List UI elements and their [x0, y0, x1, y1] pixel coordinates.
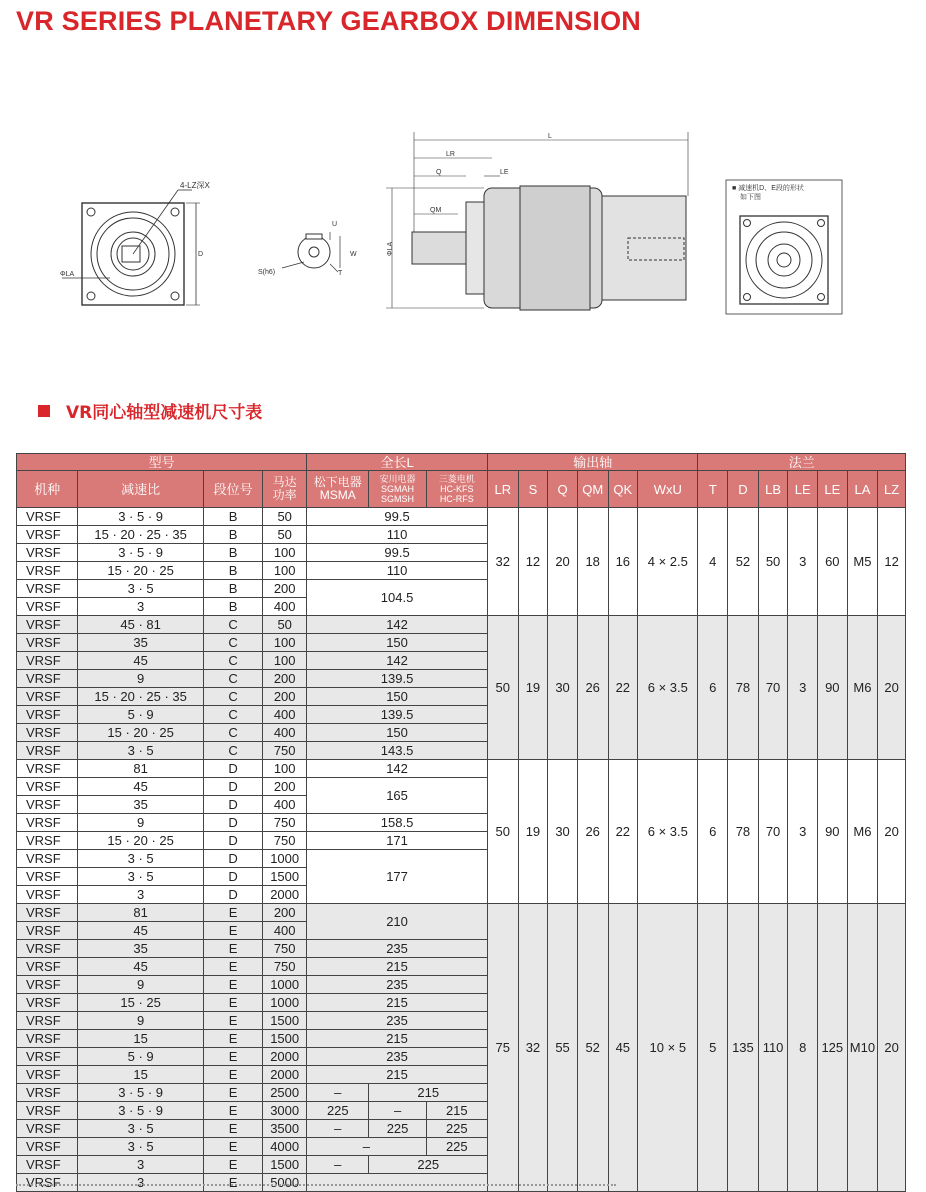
cell-lz: 20 [878, 616, 906, 760]
cell-stage: B [203, 526, 262, 544]
cell-ratio: 35 [78, 796, 204, 814]
cell-t: 5 [698, 904, 728, 1192]
cell-length: 158.5 [307, 814, 488, 832]
cell-stage: C [203, 706, 262, 724]
cell-lr: 75 [487, 904, 518, 1192]
cell-machine: VRSF [17, 814, 78, 832]
cell-ratio: 15 [78, 1066, 204, 1084]
cell-le2: 90 [818, 616, 848, 760]
cell-ratio: 3 · 5 [78, 742, 204, 760]
cell-stage: E [203, 1102, 262, 1120]
cell-length: 225 [426, 1120, 487, 1138]
cell-length: 110 [307, 562, 488, 580]
cell-power: 1000 [263, 994, 307, 1012]
cell-le1: 3 [788, 760, 818, 904]
col-header-ratio: 减速比 [78, 471, 204, 508]
cell-length: 225 [369, 1156, 488, 1174]
cell-length: – [307, 1120, 369, 1138]
cell-lr: 50 [487, 616, 518, 760]
dimension-table-body [17, 508, 906, 1192]
cell-ratio: 81 [78, 760, 204, 778]
cell-ratio: 15 · 20 · 25 [78, 562, 204, 580]
cell-ratio: 3 · 5 · 9 [78, 1084, 204, 1102]
cell-machine: VRSF [17, 1012, 78, 1030]
cell-stage: D [203, 832, 262, 850]
cell-power: 200 [263, 688, 307, 706]
cropped-footnote [16, 1181, 616, 1188]
cell-machine: VRSF [17, 526, 78, 544]
cell-ratio: 3 · 5 · 9 [78, 1102, 204, 1120]
cell-machine: VRSF [17, 1102, 78, 1120]
cell-stage: B [203, 544, 262, 562]
cell-ratio: 3 [78, 1174, 204, 1192]
col-header-wxu: WxU [638, 471, 698, 508]
cell-machine: VRSF [17, 724, 78, 742]
cell-length: 150 [307, 688, 488, 706]
cell-qm: 26 [577, 760, 608, 904]
cell-length: 225 [307, 1102, 369, 1120]
side-la-label: ΦLA [387, 241, 394, 256]
cell-machine: VRSF [17, 868, 78, 886]
cell-power: 50 [263, 616, 307, 634]
cell-stage: E [203, 1084, 262, 1102]
col-header-d: D [728, 471, 759, 508]
cell-stage: E [203, 1156, 262, 1174]
cell-power: 400 [263, 724, 307, 742]
cell-d: 135 [728, 904, 759, 1192]
cell-stage: E [203, 940, 262, 958]
cell-t: 4 [698, 508, 728, 616]
cell-stage: E [203, 1138, 262, 1156]
cell-power: 200 [263, 580, 307, 598]
cell-length: 225 [369, 1120, 426, 1138]
cell-stage: D [203, 796, 262, 814]
cell-ratio: 3 · 5 [78, 850, 204, 868]
dimension-table [16, 453, 906, 1192]
cell-length: 235 [307, 940, 488, 958]
cell-power: 750 [263, 814, 307, 832]
cell-machine: VRSF [17, 1120, 78, 1138]
cell-length: 165 [307, 778, 488, 814]
cell-ratio: 9 [78, 976, 204, 994]
cell-stage: E [203, 994, 262, 1012]
cell-length: 225 [426, 1138, 487, 1156]
cell-wxu: 10 × 5 [638, 904, 698, 1192]
cell-power: 100 [263, 652, 307, 670]
cell-d: 78 [728, 616, 759, 760]
front-d-label: D [198, 251, 204, 258]
cell-power: 400 [263, 922, 307, 940]
cell-length: 215 [426, 1102, 487, 1120]
cell-ratio: 45 [78, 922, 204, 940]
cell-qm: 52 [577, 904, 608, 1192]
cell-machine: VRSF [17, 1156, 78, 1174]
cell-qm: 26 [577, 616, 608, 760]
cell-ratio: 45 · 81 [78, 616, 204, 634]
cell-power: 100 [263, 544, 307, 562]
cell-machine: VRSF [17, 1084, 78, 1102]
col-header-le1: LE [788, 471, 818, 508]
side-qm-label: QM [430, 207, 442, 214]
col-header-qk: QK [608, 471, 638, 508]
cell-power: 100 [263, 634, 307, 652]
cell-qk: 22 [608, 760, 638, 904]
col-header-panasonic: 松下电器 MSMA [307, 471, 369, 508]
cell-lr: 32 [487, 508, 518, 616]
cell-la: M5 [847, 508, 878, 616]
cell-machine: VRSF [17, 562, 78, 580]
cell-stage: B [203, 580, 262, 598]
cell-length: 139.5 [307, 670, 488, 688]
cell-stage: E [203, 1048, 262, 1066]
col-header-yaskawa: 安川电器 SGMAH SGMSH [369, 471, 426, 508]
cell-length: 142 [307, 616, 488, 634]
cell-machine: VRSF [17, 598, 78, 616]
cell-length: – [307, 1084, 369, 1102]
cell-power: 5000 [263, 1174, 307, 1192]
cell-power: 100 [263, 760, 307, 778]
cell-ratio: 15 · 20 · 25 [78, 724, 204, 742]
col-header-lb: LB [758, 471, 788, 508]
cell-stage: C [203, 724, 262, 742]
cell-stage: C [203, 616, 262, 634]
cell-length: 215 [369, 1084, 488, 1102]
col-header-la: LA [847, 471, 878, 508]
cell-stage: E [203, 1012, 262, 1030]
section-bullet-icon [38, 405, 50, 417]
cell-machine: VRSF [17, 616, 78, 634]
cell-stage: D [203, 778, 262, 796]
cell-power: 750 [263, 958, 307, 976]
cell-s: 32 [518, 904, 548, 1192]
cell-machine: VRSF [17, 544, 78, 562]
cell-ratio: 5 · 9 [78, 706, 204, 724]
shaft-t-label: T [338, 270, 343, 277]
cell-machine: VRSF [17, 922, 78, 940]
shaft-s-label: S(h6) [258, 269, 276, 276]
group-header-length: 全长L [307, 454, 488, 471]
cell-ratio: 9 [78, 670, 204, 688]
cell-ratio: 3 [78, 598, 204, 616]
cell-ratio: 5 · 9 [78, 1048, 204, 1066]
cell-power: 3500 [263, 1120, 307, 1138]
side-q-label: Q [436, 169, 442, 176]
cell-wxu: 6 × 3.5 [638, 616, 698, 760]
cell-machine: VRSF [17, 1138, 78, 1156]
shaft-section-drawing [282, 232, 340, 272]
cell-ratio: 45 [78, 778, 204, 796]
front-holes-label: 4-LZ深X [180, 181, 210, 190]
cell-machine: VRSF [17, 832, 78, 850]
cell-machine: VRSF [17, 778, 78, 796]
cell-stage: C [203, 652, 262, 670]
cell-ratio: 15 [78, 1030, 204, 1048]
cell-machine: VRSF [17, 1066, 78, 1084]
cell-machine: VRSF [17, 688, 78, 706]
cell-length: 142 [307, 760, 488, 778]
cell-stage: D [203, 850, 262, 868]
cell-lb: 50 [758, 508, 788, 616]
cell-power: 1500 [263, 1156, 307, 1174]
table-row [17, 508, 906, 526]
cell-machine: VRSF [17, 760, 78, 778]
table-row [17, 616, 906, 634]
side-l-label: L [548, 133, 552, 140]
cell-length: 150 [307, 634, 488, 652]
col-header-mitsubishi: 三菱电机 HC-KFS HC-RFS [426, 471, 487, 508]
cell-machine: VRSF [17, 994, 78, 1012]
cell-ratio: 81 [78, 904, 204, 922]
cell-length: 215 [307, 1066, 488, 1084]
cell-s: 12 [518, 508, 548, 616]
cell-q: 55 [548, 904, 578, 1192]
cell-stage: E [203, 1120, 262, 1138]
cell-ratio: 3 [78, 886, 204, 904]
cell-le1: 3 [788, 508, 818, 616]
cell-la: M10 [847, 904, 878, 1192]
cell-la: M6 [847, 616, 878, 760]
cell-stage: E [203, 1066, 262, 1084]
cell-length: 215 [307, 1030, 488, 1048]
cell-lz: 20 [878, 904, 906, 1192]
cell-ratio: 3 [78, 1156, 204, 1174]
cell-ratio: 35 [78, 634, 204, 652]
cell-ratio: 3 · 5 [78, 1120, 204, 1138]
cell-power: 750 [263, 940, 307, 958]
group-header-output: 输出轴 [487, 454, 698, 471]
col-header-power: 马达 功率 [263, 471, 307, 508]
cell-q: 30 [548, 616, 578, 760]
col-header-lz: LZ [878, 471, 906, 508]
cell-machine: VRSF [17, 940, 78, 958]
cell-lb: 70 [758, 760, 788, 904]
cell-lr: 50 [487, 760, 518, 904]
cell-machine: VRSF [17, 1174, 78, 1192]
cell-length: – [307, 1138, 427, 1156]
cell-machine: VRSF [17, 706, 78, 724]
cell-stage: E [203, 1030, 262, 1048]
cell-length: 210 [307, 904, 488, 940]
group-header-flange: 法兰 [698, 454, 906, 471]
cell-length: 171 [307, 832, 488, 850]
cell-wxu: 6 × 3.5 [638, 760, 698, 904]
group-header-model: 型号 [17, 454, 307, 471]
gearbox-dimension-drawings [0, 120, 926, 340]
cell-stage: C [203, 742, 262, 760]
front-view-drawing [62, 190, 200, 305]
cell-ratio: 15 · 25 [78, 994, 204, 1012]
cell-length: 215 [307, 958, 488, 976]
cell-qm: 18 [577, 508, 608, 616]
cell-length: – [307, 1156, 369, 1174]
cell-machine: VRSF [17, 652, 78, 670]
col-header-q: Q [548, 471, 578, 508]
cell-machine: VRSF [17, 1048, 78, 1066]
cell-lz: 20 [878, 760, 906, 904]
side-view-drawing [386, 132, 688, 310]
cell-machine: VRSF [17, 1030, 78, 1048]
cell-s: 19 [518, 616, 548, 760]
col-header-lr: LR [487, 471, 518, 508]
cell-power: 100 [263, 562, 307, 580]
page-title: VR SERIES PLANETARY GEARBOX DIMENSION [16, 6, 641, 36]
cell-lb: 70 [758, 616, 788, 760]
cell-ratio: 3 · 5 [78, 1138, 204, 1156]
cell-length: 143.5 [307, 742, 488, 760]
cell-length: 142 [307, 652, 488, 670]
cell-ratio: 3 · 5 [78, 580, 204, 598]
cell-power: 1500 [263, 1012, 307, 1030]
cell-power: 200 [263, 778, 307, 796]
table-row [17, 760, 906, 778]
section-heading [38, 398, 262, 423]
cell-length: 235 [307, 976, 488, 994]
cell-length: 177 [307, 850, 488, 904]
cell-length: 235 [307, 1048, 488, 1066]
cell-machine: VRSF [17, 850, 78, 868]
cell-power: 1500 [263, 1030, 307, 1048]
cell-stage: C [203, 688, 262, 706]
inset-note-line2: 如下图 [740, 194, 761, 201]
cell-qk: 22 [608, 616, 638, 760]
cell-power: 2000 [263, 1048, 307, 1066]
cell-power: 1000 [263, 976, 307, 994]
cell-q: 30 [548, 760, 578, 904]
cell-t: 6 [698, 760, 728, 904]
cell-power: 3000 [263, 1102, 307, 1120]
cell-power: 400 [263, 796, 307, 814]
cell-le1: 8 [788, 904, 818, 1192]
cell-length: 110 [307, 526, 488, 544]
cell-ratio: 3 · 5 · 9 [78, 544, 204, 562]
cell-stage: C [203, 670, 262, 688]
cell-le2: 90 [818, 760, 848, 904]
side-lr-label: LR [446, 151, 455, 158]
cell-stage: E [203, 922, 262, 940]
cell-machine: VRSF [17, 508, 78, 526]
cell-ratio: 45 [78, 958, 204, 976]
cell-stage: D [203, 760, 262, 778]
cell-stage: D [203, 814, 262, 832]
cell-stage: D [203, 886, 262, 904]
cell-length: 139.5 [307, 706, 488, 724]
cell-length: – [369, 1102, 426, 1120]
cell-lz: 12 [878, 508, 906, 616]
table-row [17, 904, 906, 922]
cell-machine: VRSF [17, 904, 78, 922]
cell-ratio: 15 · 20 · 25 · 35 [78, 688, 204, 706]
cell-machine: VRSF [17, 670, 78, 688]
cell-stage: E [203, 976, 262, 994]
cell-d: 52 [728, 508, 759, 616]
cell-stage: B [203, 508, 262, 526]
cell-power: 750 [263, 832, 307, 850]
cell-power: 50 [263, 508, 307, 526]
side-le-label: LE [500, 169, 509, 176]
cell-machine: VRSF [17, 976, 78, 994]
col-header-s: S [518, 471, 548, 508]
cell-power: 200 [263, 904, 307, 922]
cell-length: 235 [307, 1012, 488, 1030]
cell-stage: C [203, 634, 262, 652]
cell-le1: 3 [788, 616, 818, 760]
cell-machine: VRSF [17, 742, 78, 760]
cell-ratio: 35 [78, 940, 204, 958]
cell-power: 200 [263, 670, 307, 688]
cell-s: 19 [518, 760, 548, 904]
cell-la: M6 [847, 760, 878, 904]
cell-ratio: 15 · 20 · 25 [78, 832, 204, 850]
cell-d: 78 [728, 760, 759, 904]
col-header-le2: LE [818, 471, 848, 508]
col-header-machine: 机种 [17, 471, 78, 508]
cell-machine: VRSF [17, 796, 78, 814]
col-header-qm: QM [577, 471, 608, 508]
cell-power: 750 [263, 742, 307, 760]
cell-lb: 110 [758, 904, 788, 1192]
cell-qk: 16 [608, 508, 638, 616]
cell-stage: E [203, 1174, 262, 1192]
cell-power: 400 [263, 706, 307, 724]
cell-stage: E [203, 904, 262, 922]
cell-stage: B [203, 598, 262, 616]
cell-le2: 60 [818, 508, 848, 616]
cell-stage: E [203, 958, 262, 976]
cell-length: 104.5 [307, 580, 488, 616]
cell-wxu: 4 × 2.5 [638, 508, 698, 616]
cell-ratio: 15 · 20 · 25 · 35 [78, 526, 204, 544]
cell-power: 2000 [263, 886, 307, 904]
cell-power: 4000 [263, 1138, 307, 1156]
cell-stage: B [203, 562, 262, 580]
cell-ratio: 9 [78, 814, 204, 832]
cell-power: 50 [263, 526, 307, 544]
cell-stage: D [203, 868, 262, 886]
front-la-label: ΦLA [60, 271, 75, 278]
cell-ratio: 3 · 5 [78, 868, 204, 886]
cell-machine: VRSF [17, 886, 78, 904]
cell-power: 2500 [263, 1084, 307, 1102]
cell-length: 99.5 [307, 544, 488, 562]
cell-t: 6 [698, 616, 728, 760]
col-header-t: T [698, 471, 728, 508]
cell-length: 150 [307, 724, 488, 742]
cell-power: 1000 [263, 850, 307, 868]
cell-le2: 125 [818, 904, 848, 1192]
cell-q: 20 [548, 508, 578, 616]
cell-power: 1500 [263, 868, 307, 886]
cell-power: 2000 [263, 1066, 307, 1084]
shaft-u-label: U [332, 221, 338, 228]
inset-note-line1: ■ 减速机D、E段的形状 [732, 185, 804, 192]
cell-ratio: 9 [78, 1012, 204, 1030]
cell-machine: VRSF [17, 958, 78, 976]
cell-qk: 45 [608, 904, 638, 1192]
cell-ratio: 3 · 5 · 9 [78, 508, 204, 526]
cell-ratio: 45 [78, 652, 204, 670]
section-title: VR同心轴型减速机尺寸表 [66, 403, 263, 423]
cell-length: 215 [307, 994, 488, 1012]
cell-power: 400 [263, 598, 307, 616]
col-header-stage: 段位号 [203, 471, 262, 508]
cell-length: 99.5 [307, 508, 488, 526]
shaft-w-label: W [350, 251, 357, 258]
cell-machine: VRSF [17, 634, 78, 652]
cell-machine: VRSF [17, 580, 78, 598]
